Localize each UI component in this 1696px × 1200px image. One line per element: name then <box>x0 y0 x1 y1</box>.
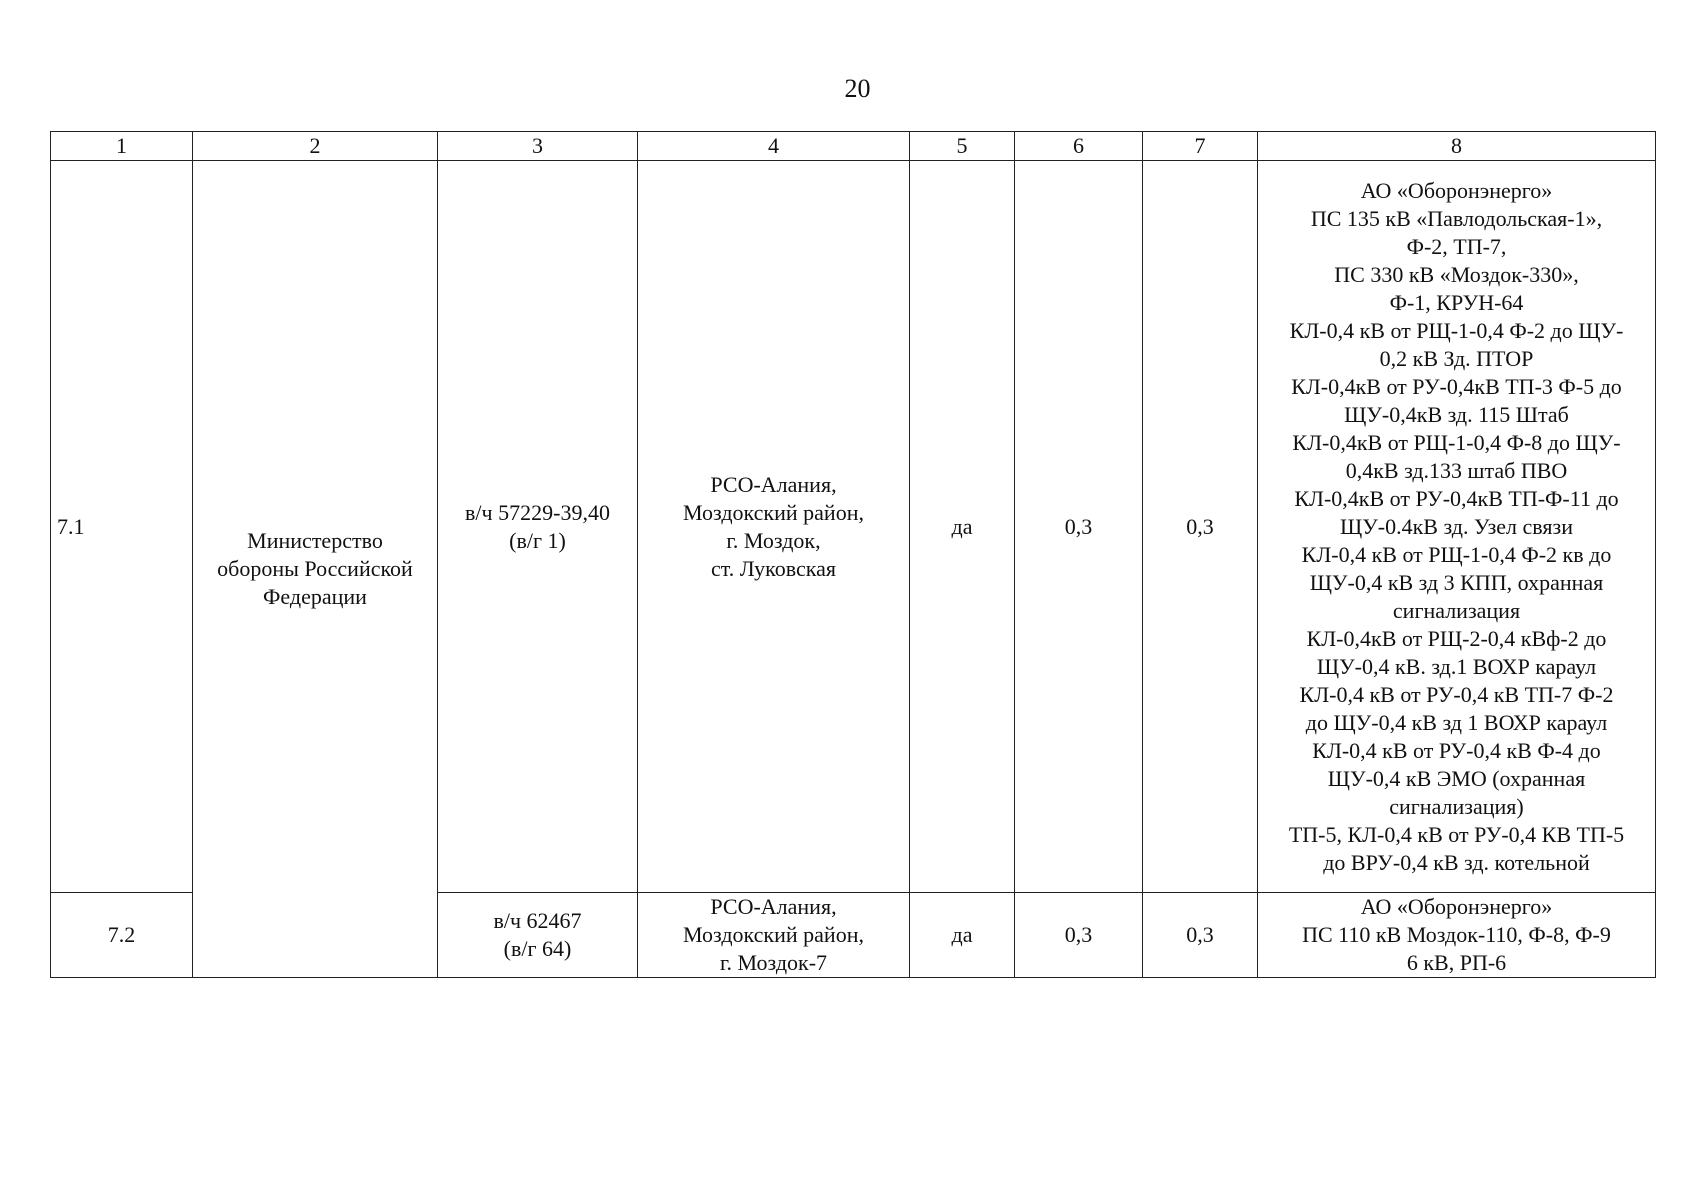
details-line: сигнализация) <box>1389 793 1524 819</box>
address-line: г. Моздок-7 <box>719 950 828 975</box>
header-col-2: 2 <box>193 132 438 161</box>
col6-cell: 0,3 <box>1015 893 1143 978</box>
details-line: АО «Оборонэнерго» <box>1360 177 1553 203</box>
details-line: ЩУ-0,4 кВ ЭМО (охранная <box>1327 765 1586 791</box>
details-line: ПС 330 кВ «Моздок-330», <box>1334 261 1579 287</box>
page-number: 20 <box>844 74 871 103</box>
details-cell <box>1258 161 1656 893</box>
address-line: г. Моздок, <box>726 527 821 553</box>
header-col-5: 5 <box>910 132 1015 161</box>
col6-cell: 0,3 <box>1015 161 1143 893</box>
details-line: КЛ-0,4кВ от РЩ-1-0,4 Ф-8 до ЩУ- <box>1292 429 1621 455</box>
header-col-1: 1 <box>51 132 193 161</box>
col7-cell: 0,3 <box>1143 893 1258 978</box>
organization-line: Министерство <box>247 528 383 553</box>
details-line: ЩУ-0.4кВ зд. Узел связи <box>1340 513 1573 539</box>
details-line: ТП-5, КЛ-0,4 кВ от РУ-0,4 КВ ТП-5 <box>1288 821 1625 847</box>
col5-cell: да <box>910 161 1015 893</box>
details-line: КЛ-0,4 кВ от РУ-0,4 кВ ТП-7 Ф-2 <box>1299 681 1614 707</box>
unit-line: в/ч 62467 <box>493 908 582 933</box>
details-line: КЛ-0,4 кВ от РУ-0,4 кВ Ф-4 до <box>1312 737 1601 763</box>
details-line: Ф-2, ТП-7, <box>1406 233 1507 259</box>
col5-cell: да <box>910 893 1015 978</box>
details-line: ПС 110 кВ Моздок-110, Ф-8, Ф-9 <box>1302 922 1611 947</box>
unit-line: в/ч 57229-39,40 <box>465 499 610 525</box>
unit-cell <box>438 893 638 978</box>
row-number: 7.2 <box>51 893 193 978</box>
header-col-3: 3 <box>438 132 638 161</box>
address-line: РСО-Алания, <box>710 471 837 497</box>
header-col-4: 4 <box>638 132 910 161</box>
header-col-6: 6 <box>1015 132 1143 161</box>
header-col-7: 7 <box>1143 132 1258 161</box>
row-number: 7.1 <box>51 161 193 893</box>
details-line: АО «Оборонэнерго» <box>1360 894 1553 919</box>
facilities-table <box>50 131 1656 978</box>
details-line: КЛ-0,4кВ от РЩ-2-0,4 кВф-2 до <box>1306 625 1607 651</box>
details-line: ЩУ-0,4 кВ. зд.1 ВОХР караул <box>1316 653 1597 679</box>
details-cell <box>1258 893 1656 978</box>
address-cell <box>638 161 910 893</box>
details-line: КЛ-0,4кВ от РУ-0,4кВ ТП-Ф-11 до <box>1294 485 1619 511</box>
details-line: сигнализация <box>1392 597 1521 623</box>
organization-line: обороны Российской <box>217 556 413 581</box>
col7-cell: 0,3 <box>1143 161 1258 893</box>
details-line: до ВРУ-0,4 кВ зд. котельной <box>1323 849 1590 875</box>
unit-line: (в/г 1) <box>509 527 566 553</box>
header-row <box>51 132 1656 161</box>
details-line: Ф-1, КРУН-64 <box>1389 289 1524 315</box>
details-line: до ЩУ-0,4 кВ зд 1 ВОХР караул <box>1305 709 1608 735</box>
address-line: Моздокский район, <box>683 922 864 947</box>
details-line: КЛ-0,4 кВ от РЩ-1-0,4 Ф-2 до ЩУ- <box>1289 317 1624 343</box>
organization-line: Федерации <box>263 584 367 609</box>
header-col-8: 8 <box>1258 132 1656 161</box>
address-cell <box>638 893 910 978</box>
unit-line: (в/г 64) <box>503 936 572 961</box>
organization-cell <box>193 161 438 978</box>
unit-cell <box>438 161 638 893</box>
details-line: 0,4кВ зд.133 штаб ПВО <box>1345 457 1568 483</box>
details-line: ЩУ-0,4 кВ зд 3 КПП, охранная <box>1309 569 1604 595</box>
details-line: ПС 135 кВ «Павлодольская-1», <box>1310 205 1603 231</box>
details-line: 6 кВ, РП-6 <box>1406 950 1507 975</box>
details-line: 0,2 кВ Зд. ПТОР <box>1379 345 1534 371</box>
details-line: КЛ-0,4кВ от РУ-0,4кВ ТП-3 Ф-5 до <box>1291 373 1622 399</box>
address-line: ст. Луковская <box>711 555 836 581</box>
details-line: ЩУ-0,4кВ зд. 115 Штаб <box>1344 401 1569 427</box>
table-row <box>51 161 1656 893</box>
details-line: КЛ-0,4 кВ от РЩ-1-0,4 Ф-2 кв до <box>1301 541 1612 567</box>
address-line: РСО-Алания, <box>710 894 837 919</box>
address-line: Моздокский район, <box>683 499 864 525</box>
